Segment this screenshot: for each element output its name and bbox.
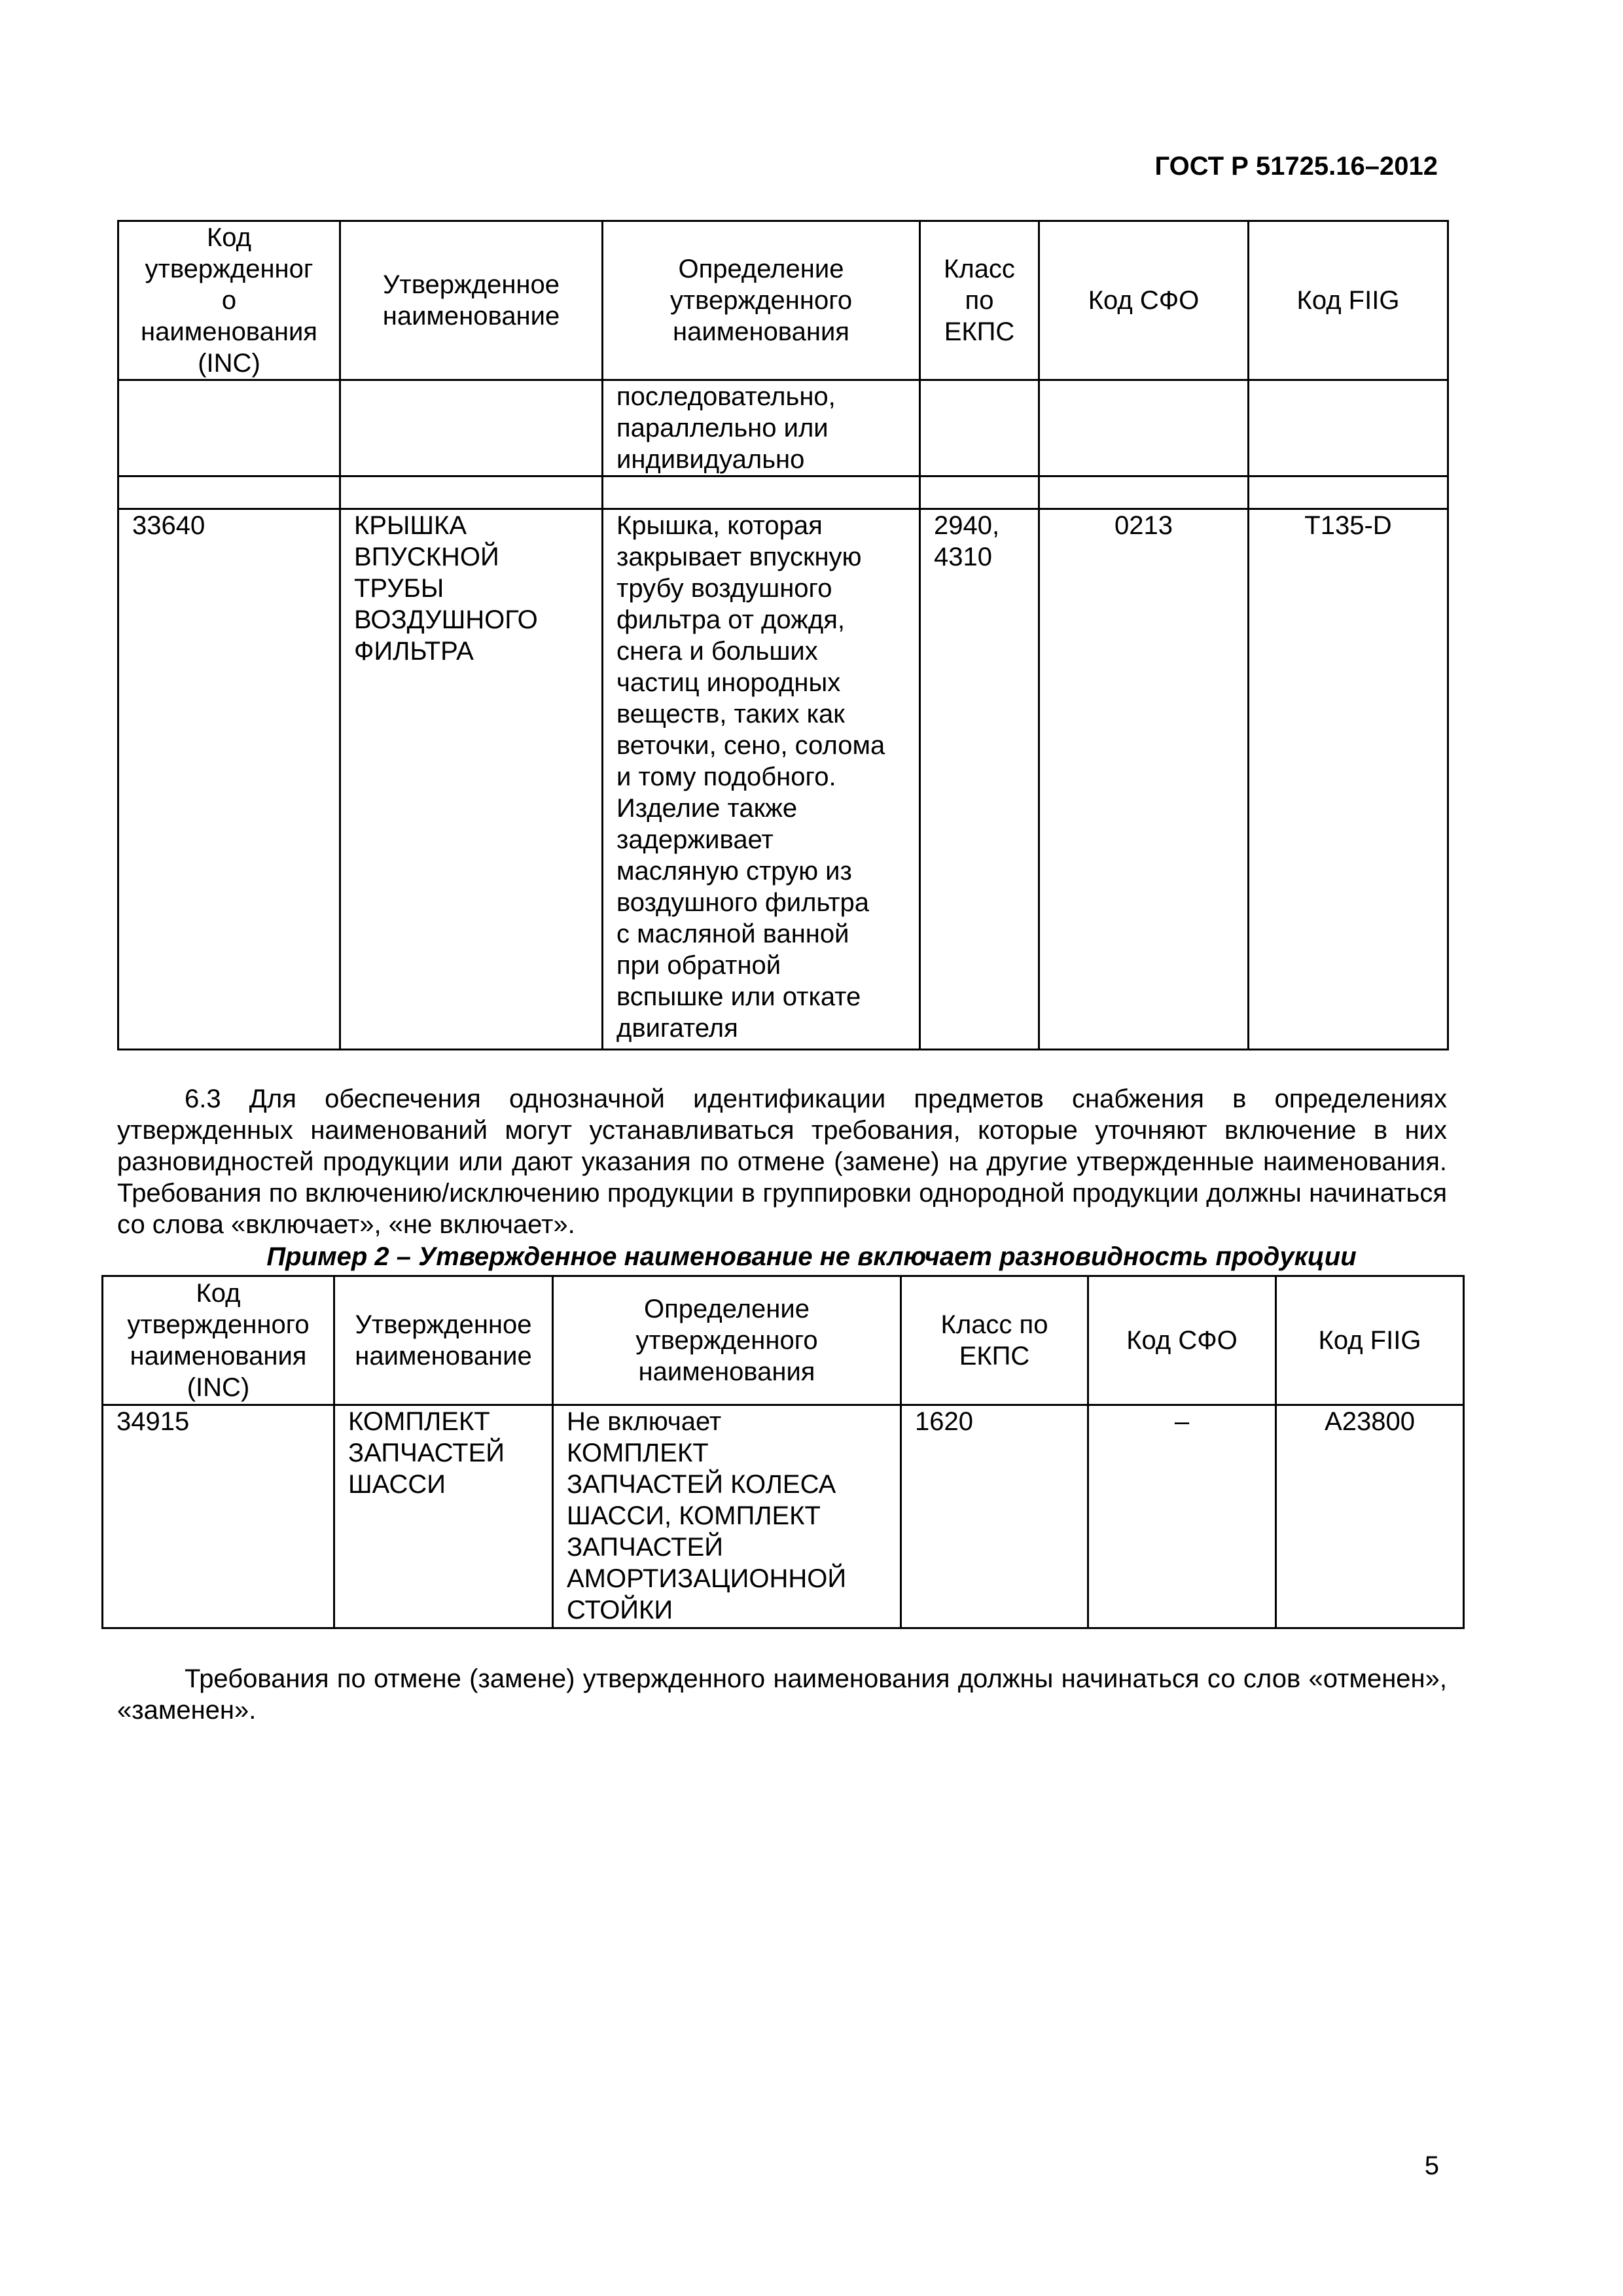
cell-definition: последовательно, параллельно или индивидуально (603, 380, 920, 476)
cell-definition: Крышка, которая закрывает впускную трубу воздушного фильтра от дождя, снега и больших частиц инородных веществ, таких как веточки, сено, солома и тому подобного. Изделие также задерживает масляную струю из воздушного фильтра с масляной ванной при обратной вспышке или откате двигателя (603, 509, 920, 1050)
header-class: Класс по ЕКПС (901, 1276, 1088, 1405)
header-inc: Код утвержденног о наименования (INC) (118, 221, 340, 380)
header-definition: Определение утвержденного наименования (553, 1276, 901, 1405)
cell-definition: Не включает КОМПЛЕКТ ЗАПЧАСТЕЙ КОЛЕСА ШАССИ, КОМПЛЕКТ ЗАПЧАСТЕЙ АМОРТИЗАЦИОННОЙ СТОЙКИ (553, 1405, 901, 1628)
header-fiig: Код FIIG (1276, 1276, 1464, 1405)
header-fiig: Код FIIG (1249, 221, 1448, 380)
inc-table-example-2 (101, 1275, 1465, 1629)
table-row-continuation (118, 380, 1448, 476)
inc-table-continued (117, 220, 1449, 1050)
header-inc: Код утвержденного наименования (INC) (103, 1276, 334, 1405)
table-row (118, 509, 1448, 1050)
cell-sfo: 0213 (1039, 509, 1249, 1050)
table-header-row (103, 1276, 1464, 1405)
cell-class: 2940, 4310 (920, 509, 1039, 1050)
table-row-spacer (118, 476, 1448, 509)
cell-class: 1620 (901, 1405, 1088, 1628)
final-paragraph: Требования по отмене (замене) утвержденного наименования должны начинаться со слов «отменен», «заменен». (117, 1664, 1447, 1725)
cell-name: КРЫШКА ВПУСКНОЙ ТРУБЫ ВОЗДУШНОГО ФИЛЬТРА (340, 509, 603, 1050)
cell-inc: 34915 (103, 1405, 334, 1628)
header-class: Класс по ЕКПС (920, 221, 1039, 380)
cell-fiig: A23800 (1276, 1405, 1464, 1628)
table-header-row (118, 221, 1448, 380)
cell-sfo: – (1088, 1405, 1276, 1628)
cell-class (920, 380, 1039, 476)
cell-sfo (1039, 380, 1249, 476)
paragraph-6-3: 6.3 Для обеспечения однозначной идентификации предметов снабжения в определениях утвержденных наименований могут устанавливаться требования, которые уточняют включение в них разновидностей продукции или дают указания по отмене (замене) на другие утвержденные наименования. Требования по включению/исключению продукции в группировки однородной продукции должны начинаться со слова «включает», «не включает». (117, 1085, 1447, 1239)
cell-fiig: T135-D (1249, 509, 1448, 1050)
cell-name: КОМПЛЕКТ ЗАПЧАСТЕЙ ШАССИ (334, 1405, 553, 1628)
header-sfo: Код СФО (1088, 1276, 1276, 1405)
cell-fiig (1249, 380, 1448, 476)
header-definition: Определение утвержденного наименования (603, 221, 920, 380)
document-id: ГОСТ Р 51725.16–2012 (1154, 152, 1438, 181)
example-2-title: Пример 2 – Утвержденное наименование не включает разновидность продукции (266, 1242, 1357, 1271)
cell-inc (118, 380, 340, 476)
cell-name (340, 380, 603, 476)
page-number: 5 (1424, 2151, 1439, 2180)
header-sfo: Код СФО (1039, 221, 1249, 380)
header-name: Утвержденное наименование (340, 221, 603, 380)
table-row (103, 1405, 1464, 1628)
header-name: Утвержденное наименование (334, 1276, 553, 1405)
cell-inc: 33640 (118, 509, 340, 1050)
